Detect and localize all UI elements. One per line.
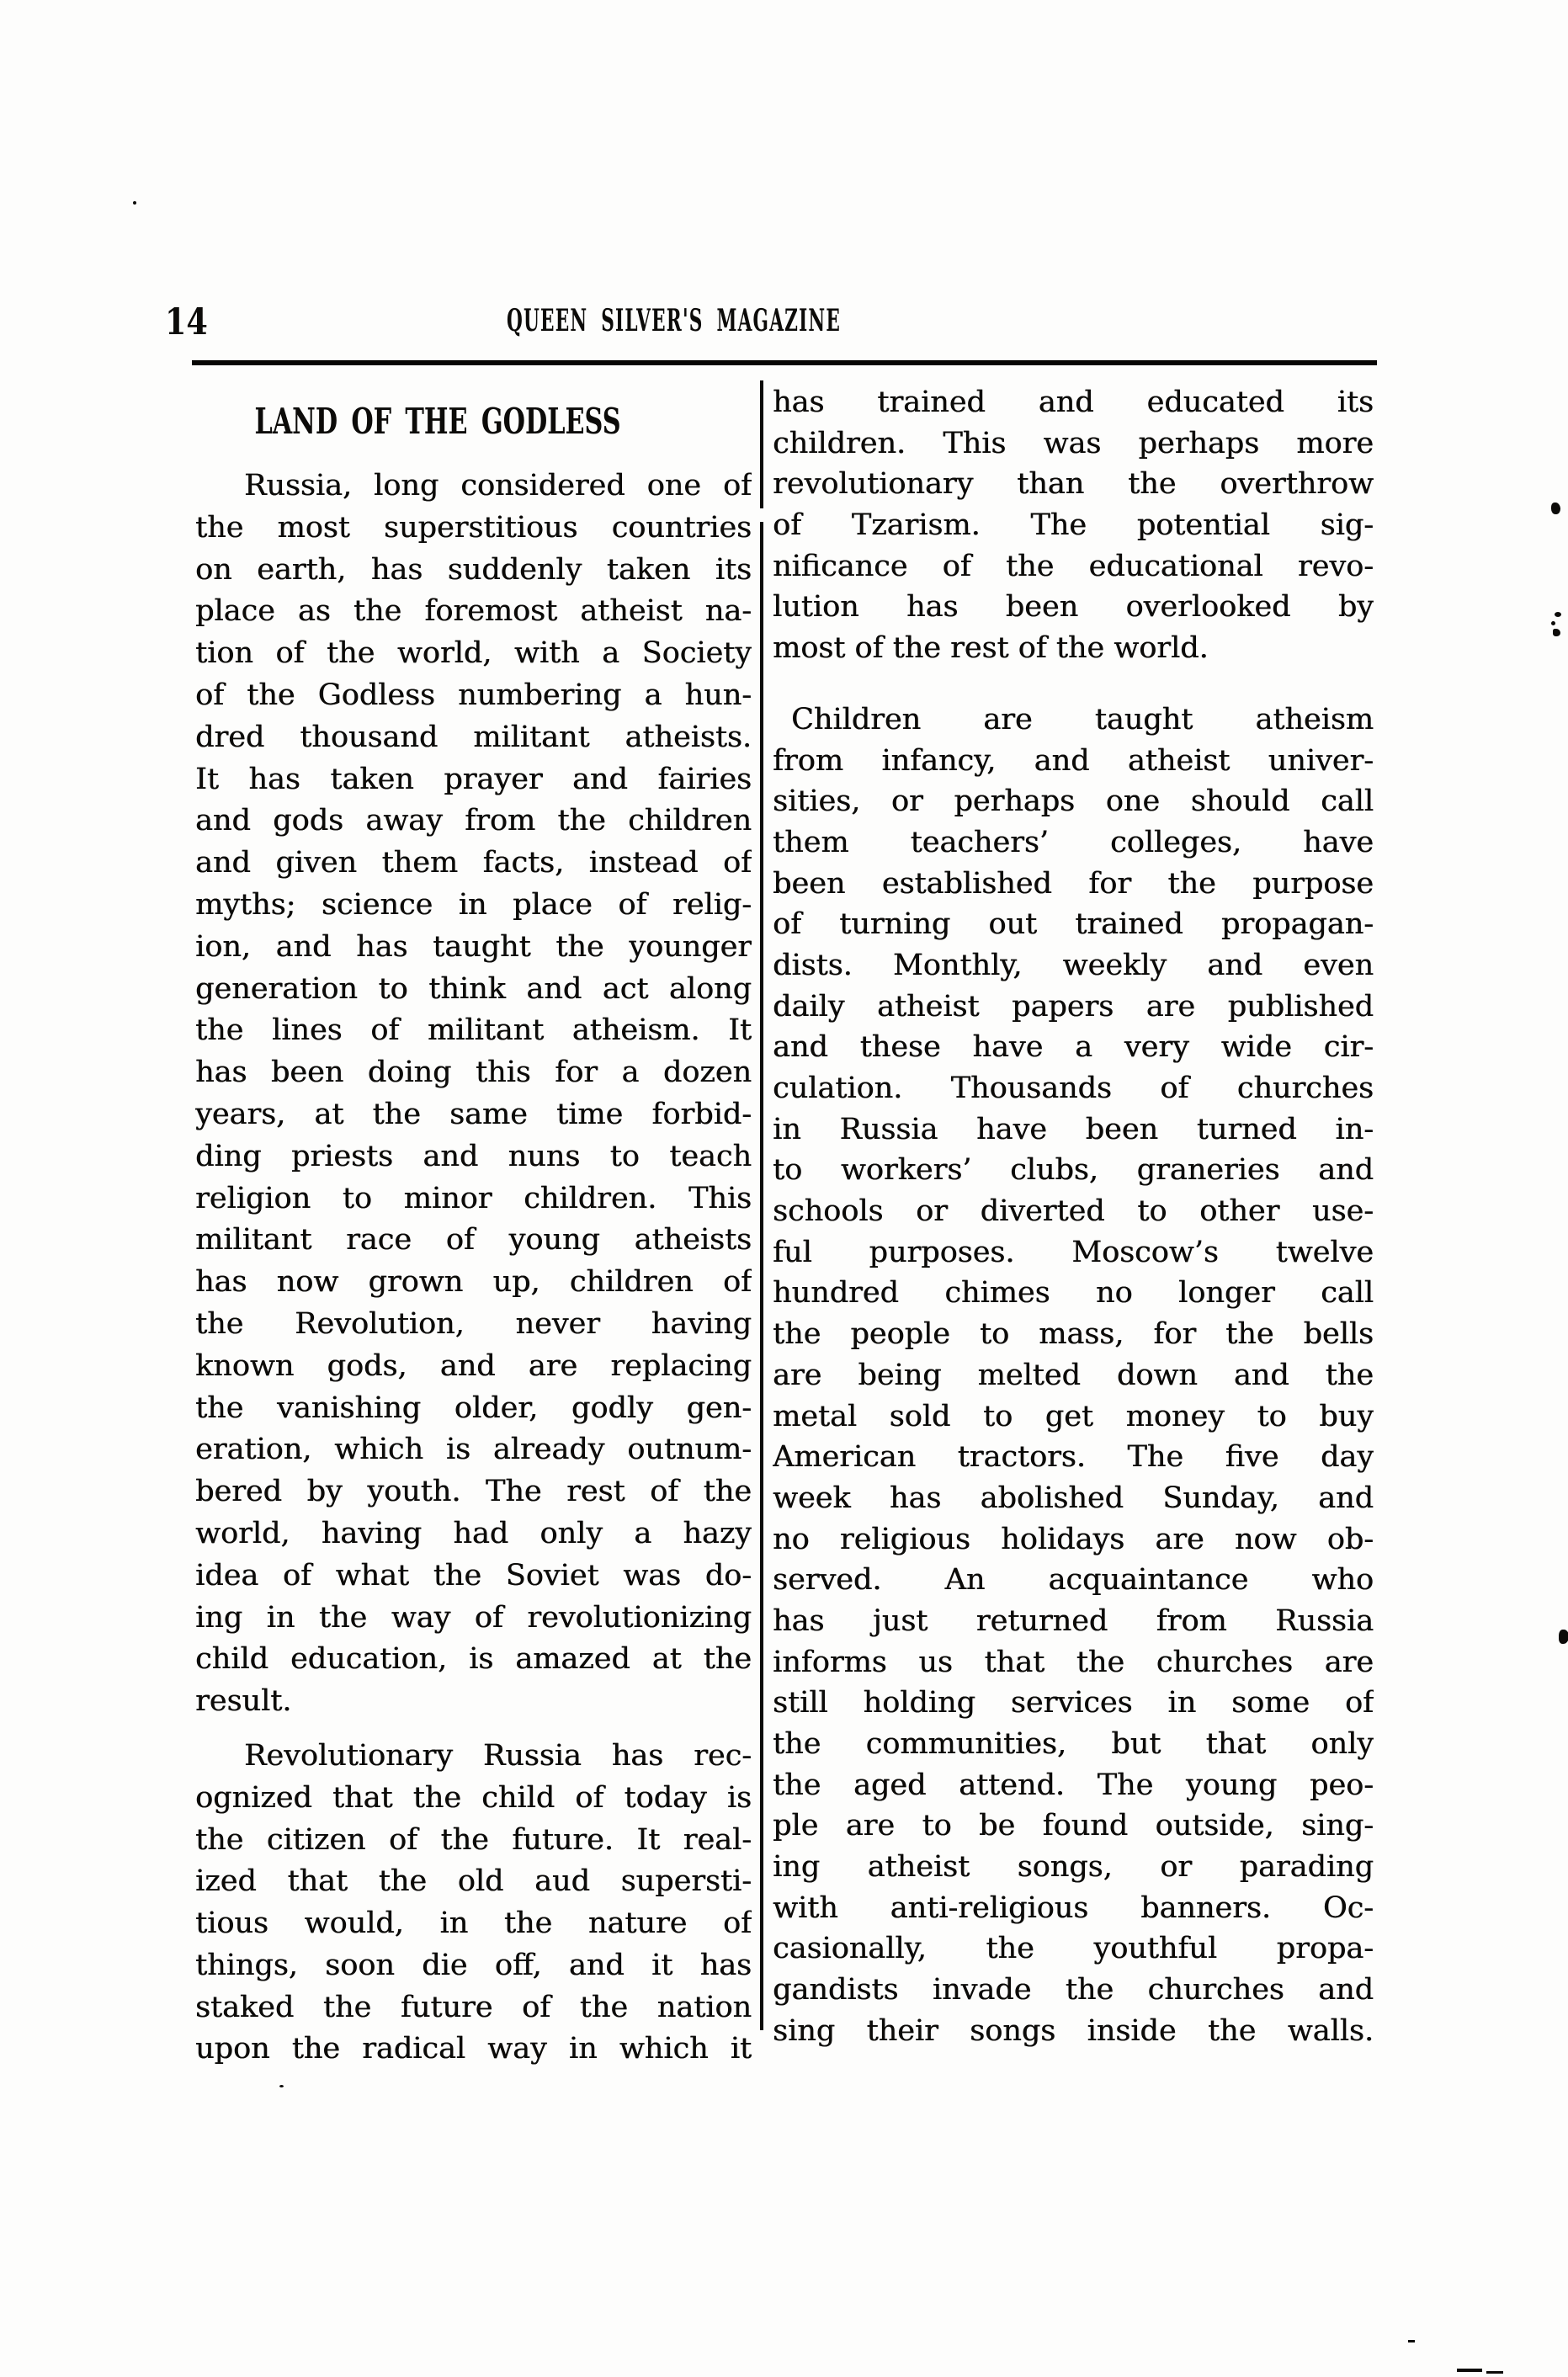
text-line: with anti-religious banners. Oc-: [773, 1890, 1374, 1925]
text-line: has just returned from Russia: [773, 1603, 1374, 1638]
text-line: been established for the purpose: [773, 866, 1374, 901]
ink-speck: [1457, 2369, 1482, 2372]
text-line: the most superstitious countries: [195, 510, 752, 545]
text-line: ple are to be found outside, sing-: [773, 1809, 1374, 1843]
text-line: from infancy, and atheist univer-: [773, 743, 1374, 778]
text-line: the aged attend. The young peo-: [773, 1768, 1374, 1802]
ink-speck: [1555, 612, 1561, 617]
text-line: lution has been overlooked by: [773, 590, 1374, 625]
text-line: on earth, has suddenly taken its: [195, 552, 752, 587]
ink-speck: [1551, 621, 1555, 625]
text-line: the lines of militant atheism. It: [195, 1013, 752, 1048]
text-line: sities, or perhaps one should call: [773, 784, 1374, 819]
text-line: most of the rest of the world.: [773, 631, 1209, 666]
text-line: revolutionary than the overthrow: [773, 467, 1374, 502]
text-line: no religious holidays are now ob-: [773, 1522, 1374, 1556]
text-line: them teachers’ colleges, have: [773, 825, 1374, 859]
ink-speck: [1486, 2371, 1503, 2374]
text-line: It has taken prayer and fairies: [195, 762, 752, 796]
text-line: idea of what the Soviet was do-: [195, 1558, 752, 1593]
text-line: tion of the world, with a Society: [195, 636, 752, 671]
text-line: casionally, the youthful propa-: [773, 1932, 1374, 1966]
text-line: tious would, in the nature of: [195, 1906, 752, 1941]
text-line: known gods, and are replacing: [195, 1348, 752, 1383]
text-line: week has abolished Sunday, and: [773, 1481, 1374, 1515]
text-line: schools or diverted to other use-: [773, 1194, 1374, 1229]
text-line: ized that the old aud supersti-: [195, 1864, 752, 1899]
text-line: nificance of the educational revo-: [773, 549, 1374, 583]
text-line: result.: [195, 1684, 292, 1719]
text-line: Children are taught atheism: [791, 702, 1374, 736]
text-line: gandists invade the churches and: [773, 1973, 1374, 2007]
left-column: [195, 465, 752, 2071]
text-line: ding priests and nuns to teach: [195, 1139, 752, 1173]
ink-speck: [279, 2085, 284, 2087]
text-line: child education, is amazed at the: [195, 1642, 752, 1677]
text-line: are being melted down and the: [773, 1358, 1374, 1392]
page-number: 14: [165, 301, 208, 343]
text-line: world, having had only a hazy: [195, 1516, 752, 1550]
ink-speck: [1559, 1630, 1568, 1644]
header-rule: [192, 360, 1377, 365]
text-line: myths; science in place of relig-: [195, 887, 752, 922]
column-divider-line: [760, 380, 763, 508]
text-line: ing in the way of revolutionizing: [195, 1600, 752, 1635]
text-line: and gods away from the children: [195, 804, 752, 838]
text-line: and given them facts, instead of: [195, 846, 752, 880]
text-line: hundred chimes no longer call: [773, 1276, 1374, 1311]
text-line: the vanishing older, godly gen-: [195, 1391, 752, 1425]
text-line: of Tzarism. The potential sig-: [773, 508, 1374, 543]
text-line: served. An acquaintance who: [773, 1563, 1374, 1598]
text-line: informs us that the churches are: [773, 1645, 1374, 1679]
text-line: ful purposes. Moscow’s twelve: [773, 1235, 1374, 1269]
text-line: religion to minor children. This: [195, 1181, 752, 1215]
text-line: bered by youth. The rest of the: [195, 1475, 752, 1509]
text-line: ing atheist songs, or parading: [773, 1850, 1374, 1885]
text-line: place as the foremost atheist na-: [195, 594, 752, 629]
text-line: eration, which is already outnum-: [195, 1433, 752, 1467]
text-line: has now grown up, children of: [195, 1265, 752, 1300]
ink-speck: [1408, 2340, 1415, 2342]
text-line: Russia, long considered one of: [244, 469, 752, 503]
text-line: daily atheist papers are published: [773, 989, 1374, 1024]
text-line: Revolutionary Russia has rec-: [244, 1738, 752, 1773]
text-line: of the Godless numbering a hun-: [195, 678, 752, 712]
ink-speck: [1553, 629, 1560, 636]
text-line: ion, and has taught the younger: [195, 929, 752, 964]
ink-speck: [1551, 503, 1560, 514]
article-title: LAND OF THE GODLESS: [254, 401, 621, 442]
text-line: the people to mass, for the bells: [773, 1317, 1374, 1352]
text-line: the citizen of the future. It real-: [195, 1822, 752, 1857]
text-line: militant race of young atheists: [195, 1223, 752, 1258]
text-line: and these have a very wide cir-: [773, 1030, 1374, 1065]
text-line: to workers’ clubs, graneries and: [773, 1153, 1374, 1188]
text-line: ognized that the child of today is: [195, 1780, 752, 1815]
text-line: the communities, but that only: [773, 1727, 1374, 1761]
text-line: sing their songs inside the walls.: [773, 2013, 1374, 2048]
text-line: in Russia have been turned in-: [773, 1112, 1374, 1146]
text-line: staked the future of the nation: [195, 1990, 752, 2024]
column-divider-line: [760, 522, 763, 2030]
right-column: [773, 382, 1374, 2052]
text-line: still holding services in some of: [773, 1686, 1374, 1720]
ink-speck: [133, 201, 136, 205]
text-line: generation to think and act along: [195, 971, 752, 1006]
text-line: years, at the same time forbid-: [195, 1097, 752, 1131]
text-line: dists. Monthly, weekly and even: [773, 948, 1374, 982]
text-line: the Revolution, never having: [195, 1306, 752, 1341]
text-line: has been doing this for a dozen: [195, 1056, 752, 1090]
text-line: upon the radical way in which it: [195, 2032, 752, 2066]
magazine-title: QUEEN SILVER'S MAGAZINE: [507, 303, 842, 338]
text-line: metal sold to get money to buy: [773, 1399, 1374, 1433]
text-line: culation. Thousands of churches: [773, 1072, 1374, 1105]
text-line: children. This was perhaps more: [773, 426, 1374, 460]
text-line: American tractors. The five day: [773, 1440, 1374, 1475]
text-line: dred thousand militant atheists.: [195, 720, 752, 754]
text-line: things, soon die off, and it has: [195, 1948, 752, 1982]
text-line: of turning out trained propagan-: [773, 907, 1374, 942]
text-line: has trained and educated its: [773, 386, 1374, 419]
